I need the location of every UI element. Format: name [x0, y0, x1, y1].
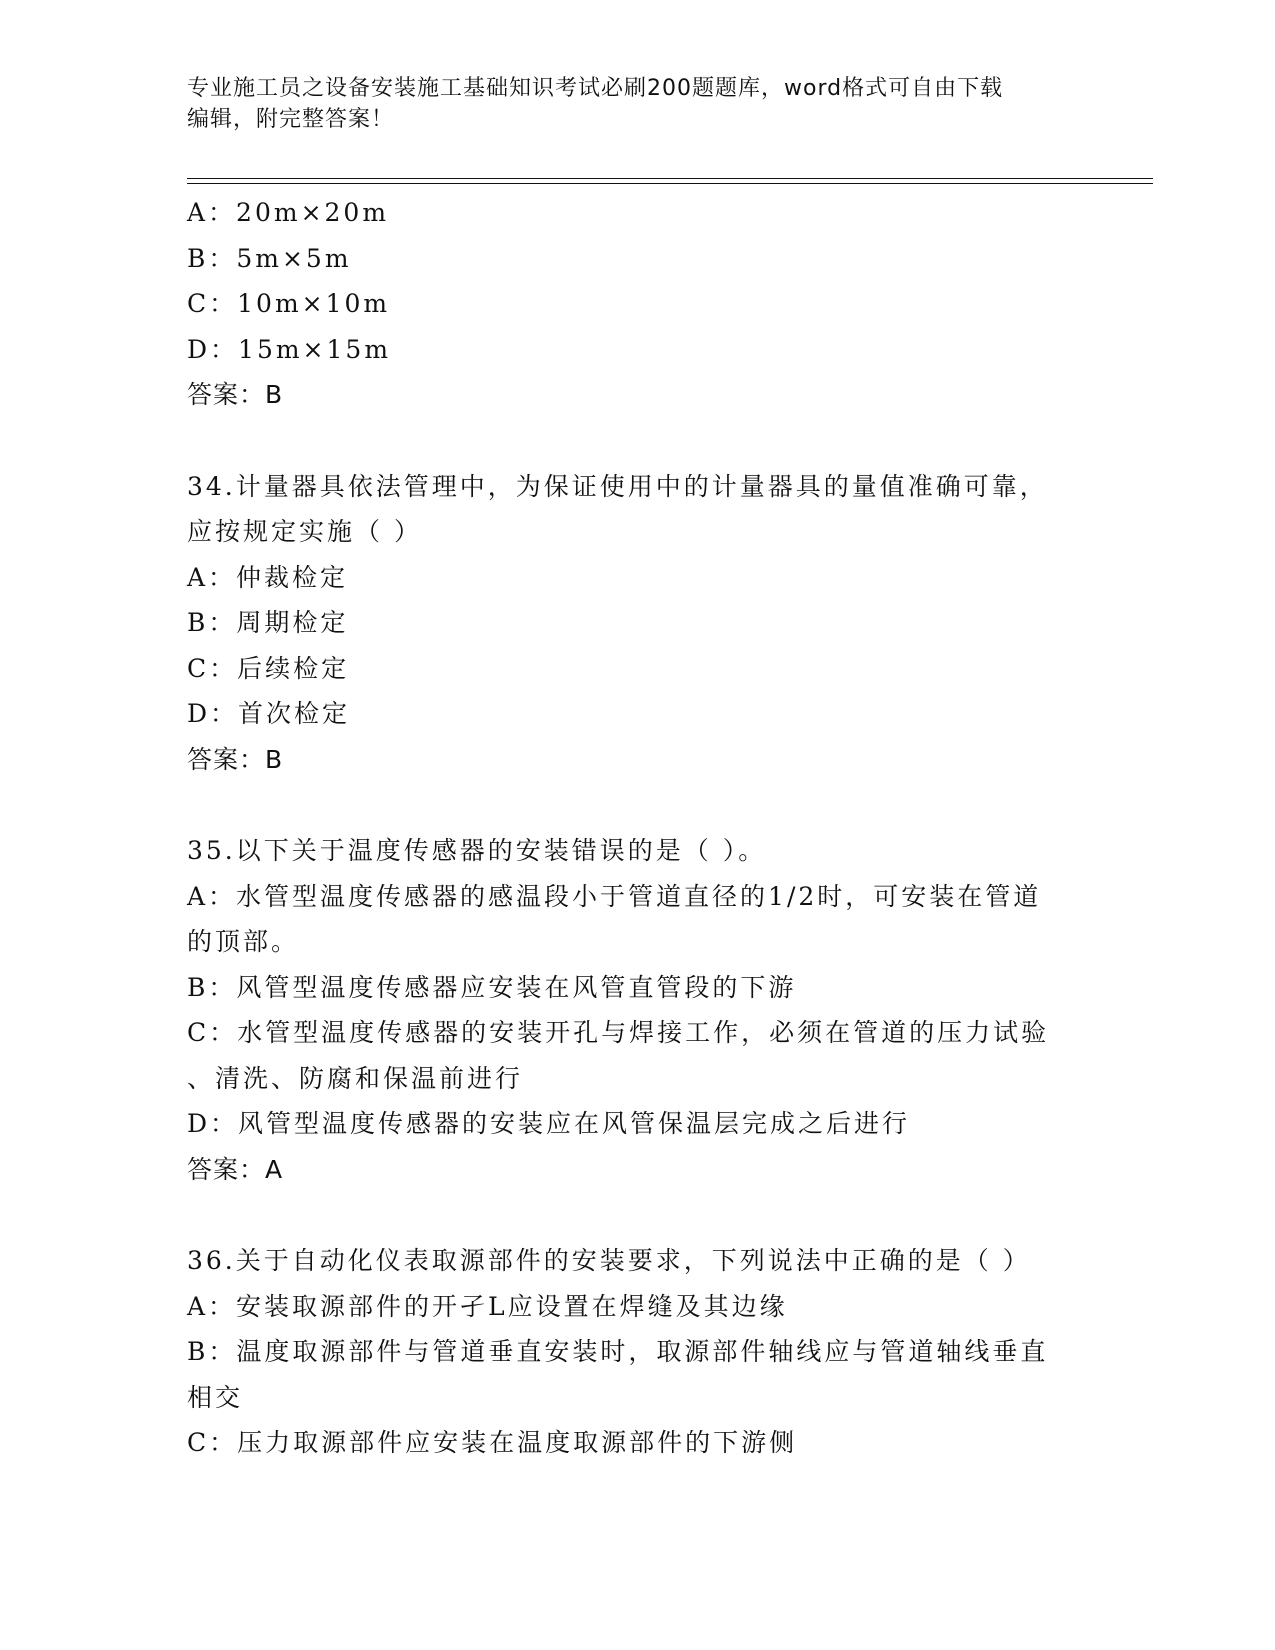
header-line-1: 专业施工员之设备安装施工基础知识考试必刷200题题库，word格式可自由下载 — [187, 76, 1004, 101]
question-stem: 36.关于自动化仪表取源部件的安装要求，下列说法中正确的是（ ） — [187, 1246, 1031, 1275]
question-spacer — [187, 418, 1087, 464]
option-c: C：压力取源部件应安装在温度取源部件的下游侧 — [187, 1428, 798, 1457]
question-36 — [187, 1238, 1087, 1466]
answer-line: 答案：A — [187, 1154, 284, 1184]
option-d: D：首次检定 — [187, 699, 351, 728]
header-divider — [187, 178, 1153, 184]
option-c: C：水管型温度传感器的安装开孔与焊接工作，必须在管道的压力试验 — [187, 1018, 1050, 1047]
option-a-continued: 的顶部。 — [187, 927, 300, 956]
question-stem-continued: 应按规定实施（ ） — [187, 517, 422, 546]
document-header — [187, 73, 1067, 135]
question-spacer — [187, 782, 1087, 828]
question-list — [187, 190, 1087, 1466]
option-c: C：10m×10m — [187, 289, 391, 318]
header-line-2: 编辑，附完整答案！ — [187, 107, 395, 132]
question-35 — [187, 828, 1087, 1192]
question-stem: 34.计量器具依法管理中，为保证使用中的计量器具的量值准确可靠， — [187, 471, 1048, 501]
question-spacer — [187, 1192, 1087, 1238]
option-a: A：安装取源部件的开孑L应设置在焊缝及其边缘 — [187, 1291, 788, 1321]
option-a: A：水管型温度传感器的感温段小于管道直径的1/2时，可安装在管道 — [187, 881, 1042, 911]
answer-line: 答案：B — [187, 744, 284, 774]
option-b-continued: 相交 — [187, 1382, 244, 1412]
option-b: B：5m×5m — [187, 243, 352, 273]
option-b: B：风管型温度传感器应安装在风管直管段的下游 — [187, 972, 797, 1002]
question-stem: 35.以下关于温度传感器的安装错误的是（ ）。 — [187, 836, 767, 865]
option-b: B：温度取源部件与管道垂直安装时，取源部件轴线应与管道轴线垂直 — [187, 1337, 1049, 1366]
question-33 — [187, 190, 1087, 418]
option-b: B：周期检定 — [187, 608, 349, 637]
option-a: A：20m×20m — [187, 198, 390, 227]
option-c: C：后续检定 — [187, 653, 350, 683]
answer-line: 答案：B — [187, 380, 284, 409]
option-c-continued: 、清洗、防腐和保温前进行 — [187, 1063, 524, 1093]
option-a: A：仲裁检定 — [187, 562, 349, 592]
option-d: D：风管型温度传感器的安装应在风管保温层完成之后进行 — [187, 1109, 911, 1138]
option-d: D：15m×15m — [187, 334, 392, 364]
question-34 — [187, 464, 1087, 783]
